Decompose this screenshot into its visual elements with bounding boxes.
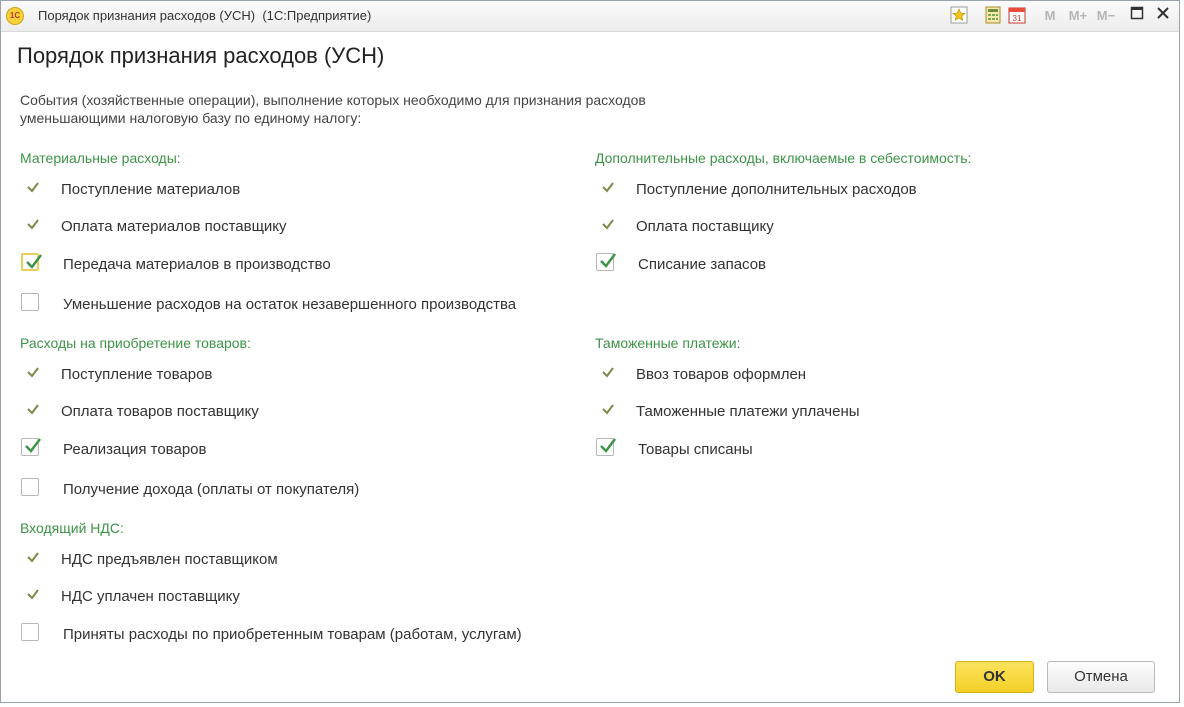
checkbox-label[interactable]: Реализация товаров — [63, 441, 207, 458]
favorite-icon[interactable] — [949, 6, 969, 26]
window-title-text: Порядок признания расходов (УСН) — [38, 8, 256, 23]
item-goods-payment — [23, 398, 583, 424]
memory-minus-button[interactable]: M− — [1096, 8, 1116, 23]
group-title-customs: Таможенные платежи: — [595, 335, 741, 351]
checkbox-row-wip-reduction[interactable] — [21, 291, 581, 317]
item-label: Оплата товаров поставщику — [61, 403, 259, 420]
ok-button[interactable]: OK — [955, 661, 1034, 693]
checkbox-row-expenses-accepted[interactable] — [21, 621, 581, 647]
checkbox-checked-icon — [23, 436, 43, 456]
item-vat-presented — [23, 546, 583, 572]
cancel-button[interactable]: Отмена — [1047, 661, 1155, 693]
page-description: События (хозяйственные операции), выполнение которых необходимо для признания расходов уменьшающими налоговую базу по единому налогу: — [20, 92, 646, 126]
check-mark-icon — [23, 549, 43, 569]
item-customs-import — [598, 361, 1158, 387]
check-mark-icon — [598, 179, 618, 199]
group-title-goods: Расходы на приобретение товаров: — [20, 335, 251, 351]
close-icon[interactable] — [1153, 6, 1173, 26]
calendar-icon[interactable] — [1007, 6, 1027, 26]
group-title-vat: Входящий НДС: — [20, 520, 124, 536]
check-mark-icon — [23, 364, 43, 384]
window-app-name: (1С:Предприятие) — [262, 8, 372, 23]
checkbox-label[interactable]: Списание запасов — [638, 256, 767, 273]
checkbox-checked-icon — [24, 252, 44, 272]
item-label: Поступление товаров — [61, 366, 213, 383]
check-mark-icon — [23, 216, 43, 236]
checkbox-row-inventory-writeoff[interactable] — [596, 251, 1156, 277]
item-label: Поступление материалов — [61, 181, 241, 198]
group-title-additional: Дополнительные расходы, включаемые в себестоимость: — [595, 150, 972, 166]
item-label: Ввоз товаров оформлен — [636, 366, 807, 383]
maximize-icon[interactable] — [1127, 6, 1147, 26]
group-title-material: Материальные расходы: — [20, 150, 181, 166]
check-mark-icon — [598, 401, 618, 421]
checkbox-inventory-writeoff[interactable] — [596, 253, 614, 271]
checkbox-label[interactable]: Передача материалов в производство — [63, 256, 331, 273]
check-mark-icon — [23, 401, 43, 421]
check-mark-icon — [598, 364, 618, 384]
calculator-icon[interactable] — [983, 6, 1003, 26]
checkbox-row-goods-sale[interactable] — [21, 436, 581, 462]
item-customs-paid — [598, 398, 1158, 424]
item-label: Оплата материалов поставщику — [61, 218, 287, 235]
item-label: НДС предъявлен поставщиком — [61, 551, 278, 568]
checkbox-row-material-transfer[interactable] — [21, 251, 581, 277]
item-label: НДС уплачен поставщику — [61, 588, 240, 605]
checkbox-label[interactable]: Приняты расходы по приобретенным товарам (работам, услугам) — [63, 626, 522, 643]
calendar-day: 31 — [1012, 14, 1022, 23]
checkbox-label[interactable]: Товары списаны — [638, 441, 753, 458]
checkbox-income-receipt[interactable] — [21, 478, 39, 496]
item-material-receipt — [23, 176, 583, 202]
item-label: Таможенные платежи уплачены — [636, 403, 860, 420]
checkbox-material-transfer[interactable] — [21, 253, 39, 271]
window-title — [38, 8, 371, 23]
memory-button[interactable]: M — [1044, 8, 1056, 23]
check-mark-icon — [23, 586, 43, 606]
item-vat-paid — [23, 583, 583, 609]
checkbox-goods-written-off[interactable] — [596, 438, 614, 456]
item-label: Оплата поставщику — [636, 218, 774, 235]
item-label: Поступление дополнительных расходов — [636, 181, 917, 198]
checkbox-checked-icon — [598, 251, 618, 271]
checkbox-row-goods-written-off[interactable] — [596, 436, 1156, 462]
check-mark-icon — [598, 216, 618, 236]
checkbox-row-income-receipt[interactable] — [21, 476, 581, 502]
check-mark-icon — [23, 179, 43, 199]
page-title: Порядок признания расходов (УСН) — [17, 43, 385, 68]
checkbox-label[interactable]: Уменьшение расходов на остаток незавершенного производства — [63, 296, 517, 313]
checkbox-checked-icon — [598, 436, 618, 456]
checkbox-label[interactable]: Получение дохода (оплаты от покупателя) — [63, 481, 360, 498]
title-bar — [1, 1, 1179, 32]
memory-plus-button[interactable]: M+ — [1068, 8, 1088, 23]
checkbox-goods-sale[interactable] — [21, 438, 39, 456]
item-goods-receipt — [23, 361, 583, 387]
checkbox-expenses-accepted[interactable] — [21, 623, 39, 641]
item-additional-receipt — [598, 176, 1158, 202]
app-logo-icon[interactable]: 1С — [6, 7, 24, 25]
item-additional-payment — [598, 213, 1158, 239]
item-material-payment — [23, 213, 583, 239]
checkbox-wip-reduction[interactable] — [21, 293, 39, 311]
